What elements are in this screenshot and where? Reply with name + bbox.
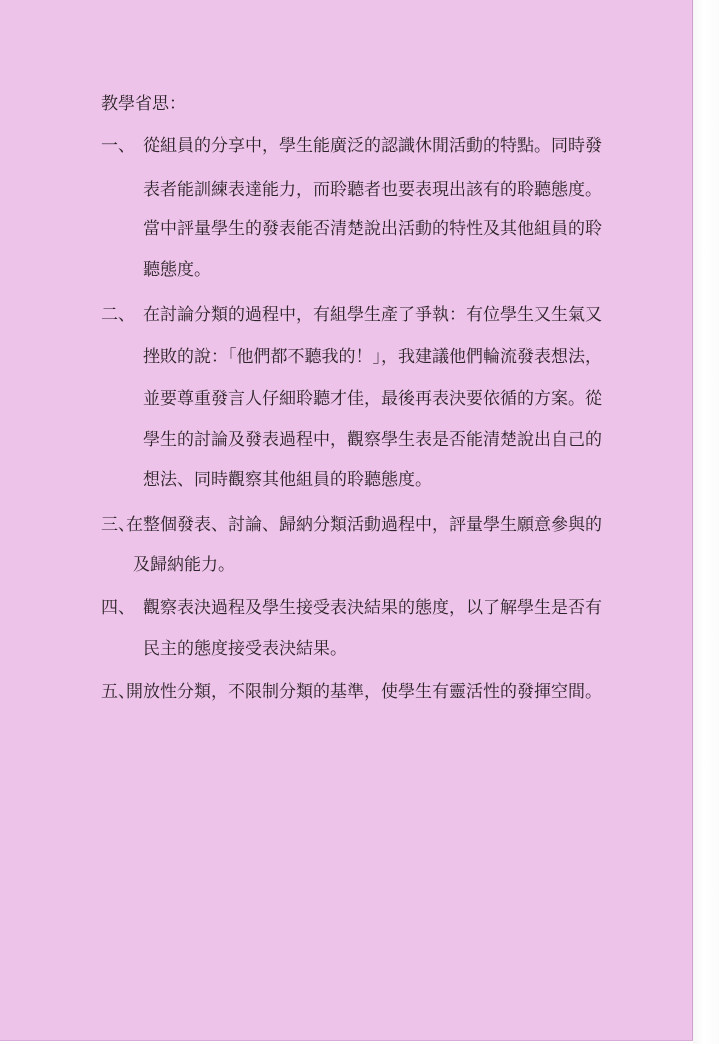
item-2-line-4: 學生的討論及發表過程中，觀察學生表是否能清楚說出自己的: [143, 430, 602, 450]
item-1-line-4: 聽態度。: [143, 260, 211, 280]
item-2-line-2: 挫敗的說：「他們都不聽我的！」，我建議他們輪流發表想法，: [143, 347, 602, 367]
item-1-marker: 一、: [101, 136, 135, 156]
item-3-marker: 三、: [101, 515, 135, 535]
item-4-line-1: 觀察表決過程及學生接受表決結果的態度，以了解學生是否有: [143, 598, 602, 618]
item-5-marker: 五、: [101, 682, 135, 702]
item-4-line-2: 民主的態度接受表決結果。: [143, 639, 347, 659]
item-2-marker: 二、: [101, 305, 135, 325]
item-2-line-3: 並要尊重發言人仔細聆聽才佳，最後再表決要依循的方案。從: [143, 389, 602, 409]
item-2-line-5: 想法、同時觀察其他組員的聆聽態度。: [143, 470, 432, 490]
item-1-line-3: 當中評量學生的發表能否清楚說出活動的特性及其他組員的聆: [143, 219, 602, 239]
document-heading: 教學省思：: [101, 94, 186, 114]
item-4-marker: 四、: [101, 598, 135, 618]
item-1-line-2: 表者能訓練表達能力，而聆聽者也要表現出該有的聆聽態度。: [143, 180, 602, 200]
item-3-line-1: 在整個發表、討論、歸納分類活動過程中，評量學生願意參與的: [126, 515, 602, 535]
item-3-line-2: 及歸納能力。: [133, 555, 235, 575]
item-2-line-1: 在討論分類的過程中，有組學生產了爭執：有位學生又生氣又: [143, 305, 602, 325]
item-1-line-1: 從組員的分享中，學生能廣泛的認識休閒活動的特點。同時發: [143, 136, 602, 156]
scanner-margin: [693, 0, 719, 1044]
item-5-line-1: 開放性分類，不限制分類的基準，使學生有靈活性的發揮空間。: [126, 682, 602, 702]
